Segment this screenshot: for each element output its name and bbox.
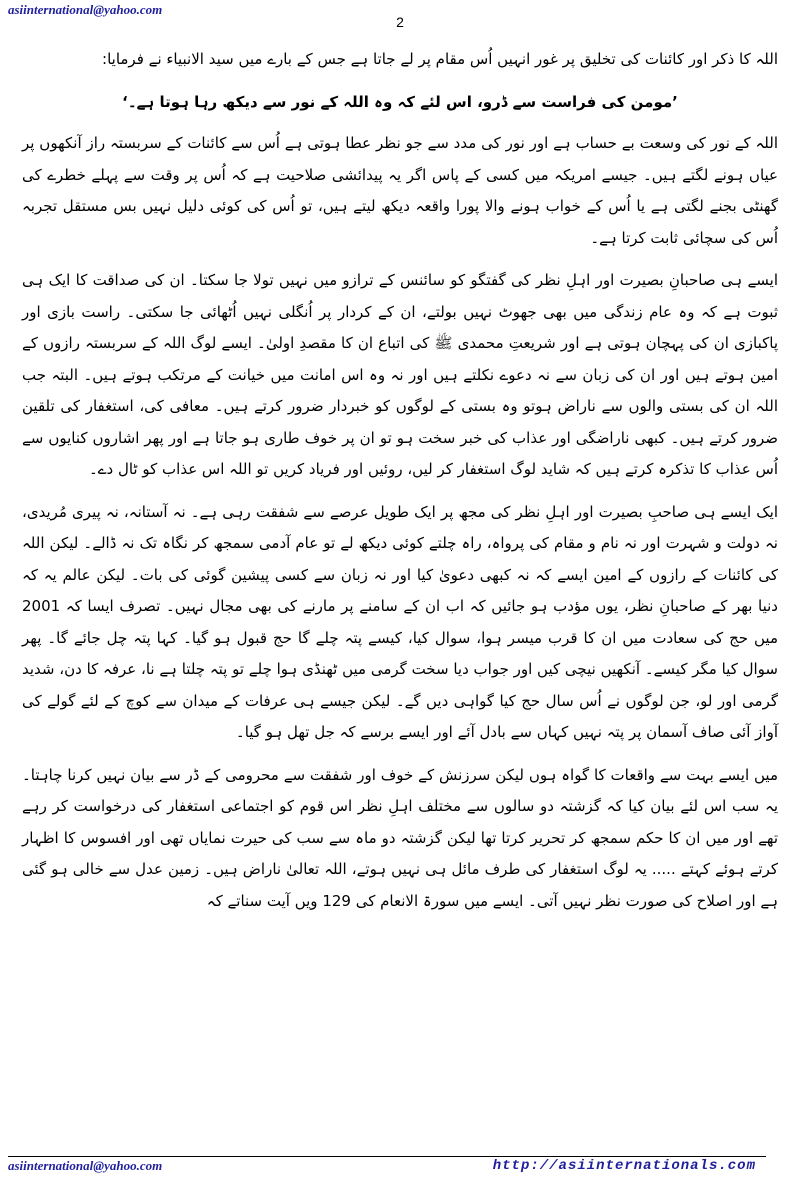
footer-url[interactable]: http://asiinternationals.com bbox=[492, 1158, 756, 1174]
intro-paragraph: اللہ کا ذکر اور کائنات کی تخلیق پر غور انہیں اُس مقام پر لے جاتا ہے جس کے بارے میں سید الانبیاء نے فرمایا: bbox=[102, 50, 778, 68]
header-email[interactable]: asiinternational@yahoo.com bbox=[8, 2, 163, 17]
article-body bbox=[22, 44, 778, 928]
paragraph-4: میں ایسے بہت سے واقعات کا گواہ ہوں لیکن سرزنش کے خوف اور شفقت سے محرومی کے ڈر سے بیان نہیں کرنا چاہتا۔ یہ سب اس لئے بیان کیا کہ گزشتہ دو سالوں سے مختلف اہلِ نظر اس قوم کو اجتماعی استغفار کی درخواست کر رہے تھے اور میں ان کا حکم سمجھ کر تحریر کرتا تھا لیکن گزشتہ دو ماہ سے سب کی حیرت نمایاں تھی اور افسوس کا اظہار کرتے ہوئے کہتے ..... یہ لوگ استغفار کی طرف مائل ہی نہیں ہوتے، اللہ تعالیٰ ناراض ہیں۔ زمین عدل سے خالی ہو گئی ہے اور اصلاح کی صورت نظر نہیں آتی۔ ایسے میں سورۃ الانعام کی 129 ویں آیت سناتے کہ bbox=[22, 765, 778, 910]
paragraph-2: ایسے ہی صاحبانِ بصیرت اور اہلِ نظر کی گفتگو کو سائنس کے ترازو میں نہیں تولا جا سکتا۔ ان کی صداقت کا ایک ہی ثبوت ہے کہ وہ عام زندگی میں بھی جھوٹ نہیں بولتے، ان کے کردار پر اُنگلی نہیں اُٹھائی جا سکتی۔ راست بازی اور پاکبازی ان کی پہچان ہوتی ہے اور شریعتِ محمدی ﷺ کی اتباع ان کا مقصدِ اولیٰ۔ ایسے لوگ اللہ کے سربستہ رازوں کے امین ہوتے ہیں اور ان کی زبان سے نہ دعوے نکلتے ہیں اور نہ وہ اس امانت میں خیانت کے مرتکب ہوتے ہیں۔ البتہ جب اللہ ان کی بستی والوں سے ناراض ہوتو وہ بستی کے لوگوں کو خبردار ضرور کرتے ہیں۔ معافی کی، استغفار کی تلقین ضرور کرتے ہیں۔ کبھی ناراضگی اور عذاب کی خبر سخت ہو تو ان پر خوف طاری ہو جاتا ہے اور پھر اشاروں کنایوں سے اُس عذاب کا تذکرہ کرتے ہیں کہ شاید لوگ استغفار کر لیں، روئیں اور فریاد کریں تو اللہ اس عذاب کو ٹال دے۔ bbox=[22, 271, 778, 478]
footer-divider bbox=[8, 1156, 766, 1157]
footer-email[interactable]: asiinternational@yahoo.com bbox=[8, 1158, 163, 1173]
paragraph-1: اللہ کے نور کی وسعت بے حساب ہے اور نور کی مدد سے جو نظر عطا ہوتی ہے اُس سے کائنات کے سربستہ راز آنکھوں پر عیاں ہونے لگتے ہیں۔ جیسے امریکہ میں کسی کے پاس اگر یہ پیدائشی صلاحیت ہے کہ اُس پر وقت سے پہلے خطرے کی گھنٹی بجنے لگتی ہے یا اُس کے خواب ہونے والا پورا واقعہ دیکھ لیتے ہیں، تو اُس کی کوئی دلیل نہیں بس مستقل تجربہ اُس کی سچائی ثابت کرتا ہے۔ bbox=[22, 134, 778, 247]
page-number: 2 bbox=[396, 14, 404, 30]
hadith-quote: ’مومن کی فراست سے ڈرو، اس لئے کہ وہ اللہ کے نور سے دیکھ رہا ہوتا ہے۔‘ bbox=[122, 92, 678, 111]
paragraph-3: ایک ایسے ہی صاحبِ بصیرت اور اہلِ نظر کی مجھ پر ایک طویل عرصے سے شفقت رہی ہے۔ نہ آستانہ، نہ پیری مُریدی، نہ دولت و شہرت اور نہ نام و مقام کی پرواہ، راہ چلتے کوئی دیکھ لے تو عام آدمی سمجھ کر نگاہ تک نہ ڈالے۔ لیکن اللہ کی کائنات کے رازوں کے امین ایسے کہ نہ کبھی دعویٰ کیا اور نہ زبان سے کسی پیشین گوئی کی بات۔ لیکن عالم یہ کہ دنیا بھر کے صاحبانِ نظر، یوں مؤدب ہو جائیں کہ اب ان کے سامنے پر مارنے کی بھی مجال نہیں۔ تصرف ایسا کہ 2001 میں حج کی سعادت میں ان کا قرب میسر ہوا، سوال کیا، کیسے پتہ چلے گا حج قبول ہو گیا۔ کہا پتہ چل جائے گا۔ پھر سوال کیا مگر کیسے۔ آنکھیں نیچی کیں اور جواب دیا سخت گرمی میں ٹھنڈی ہوا چلے تو پتہ چلتا ہے نا، عرفہ کا دن، شدید گرمی اور لو، جن لوگوں نے اُس سال حج کیا گواہی دیں گے۔ لیکن جیسے ہی عرفات کے میدان سے کوچ کے لئے گولے کی آواز آئی صاف آسمان پر پتہ نہیں کہاں سے بادل آئے اور ایسے برسے کہ جل تھل ہو گیا۔ bbox=[22, 502, 778, 741]
